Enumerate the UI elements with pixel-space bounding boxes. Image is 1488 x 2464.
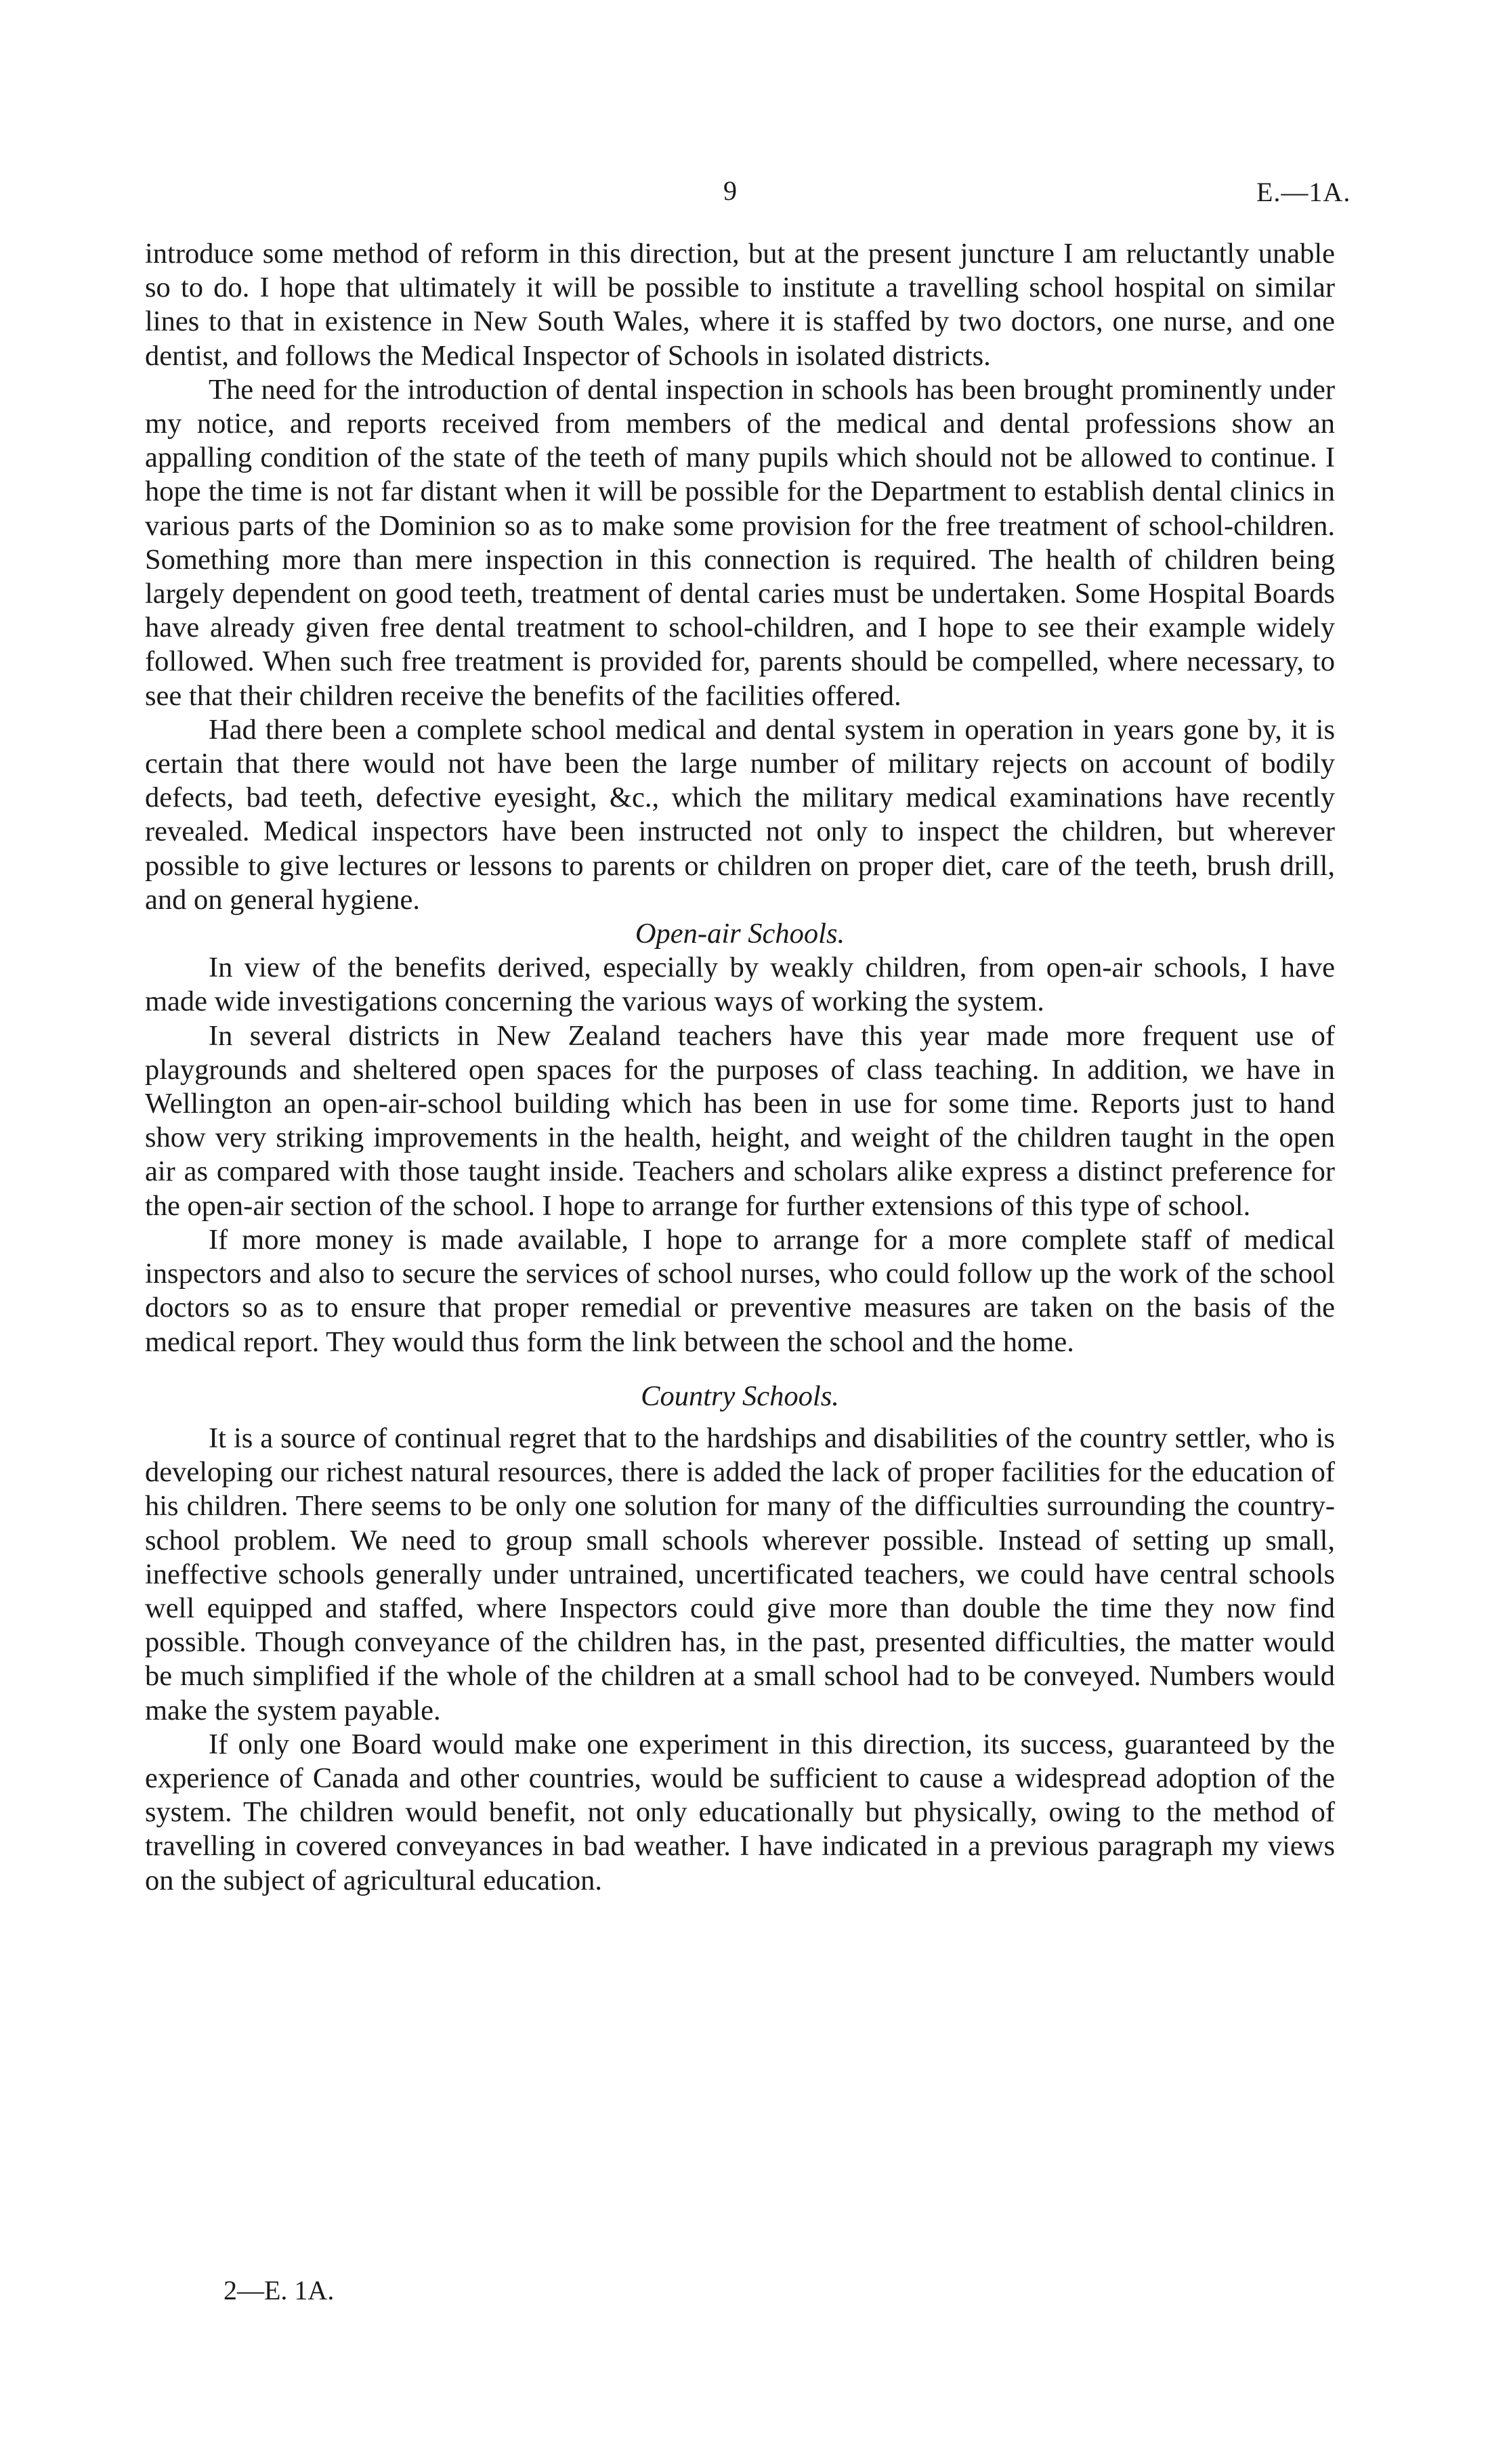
paragraph-open-air-benefits: In view of the benefits derived, especially by weakly children, from open-air schools, I have made wide investigations concerning the various ways of working the system. (145, 952, 1335, 1018)
paragraph-medical-system: Had there been a complete school medical and dental system in operation in years gone by, it is certain that there would not have been the large number of military rejects on account of bodily defects, bad teeth, defective eyesight, &c., which the military medical examinations have recently revealed. Medical inspectors have been instructed not only to inspect the children, but wherever possible to give lectures or lessons to parents or children on proper diet, care of the teeth, brush drill, and on general hygiene. (145, 713, 1335, 916)
paragraph-open-air-districts: In several districts in New Zealand teachers have this year made more frequent use of playgrounds and sheltered open spaces for the purposes of class teaching. In addition, we have in Wellington an open-air-school building which has been in use for some time. Reports just to hand show very striking improvements in the health, height, and weight of the children taught in the open air as compared with those taught inside. Teachers and scholars alike express a distinct preference for the open-air section of the school. I hope to arrange for further extensions of this type of school. (145, 1019, 1335, 1222)
paragraph-dental-inspection: The need for the introduction of dental inspection in schools has been brought prominently under my notice, and reports received from members of the medical and dental professions show an appalling condition of the state of the teeth of many pupils which should not be allowed to continue. I hope the time is not far distant when it will be possible for the Department to establish dental clinics in various parts of the Dominion so as to make some provision for the free treatment of school-children. Something more than mere inspection in this connection is required. The health of children being largely dependent on good teeth, treatment of dental caries must be undertaken. Some Hospital Boards have already given free dental treatment to school-children, and I hope to see their example widely followed. When such free treatment is provided for, parents should be compelled, where necessary, to see that their children receive the benefits of the facilities offered. (145, 373, 1335, 712)
heading-open-air-schools: Open-air Schools. (635, 918, 845, 950)
page-number: 9 (723, 175, 737, 206)
footer-signature: 2—E. 1A. (224, 2275, 335, 2306)
document-body (145, 237, 1335, 1898)
heading-country-schools: Country Schools. (641, 1380, 839, 1412)
document-reference: E.—1A. (1256, 177, 1351, 207)
paragraph-country-regret: It is a source of continual regret that to the hardships and disabilities of the country settler, who is developing our richest natural resources, there is added the lack of proper facilities for the education of his children. There seems to be only one solution for many of the difficulties surrounding the country-school problem. We need to group small schools wherever possible. Instead of setting up small, ineffective schools generally under untrained, uncertificated teachers, we could have central schools well equipped and staffed, where Inspectors could give more than double the time they now find possible. Though conveyance of the children has, in the past, presented difficulties, the matter would be much simplified if the whole of the children at a small school had to be conveyed. Numbers would make the system payable. (145, 1422, 1335, 1726)
paragraph-country-experiment: If only one Board would make one experiment in this direction, its success, guaranteed by the experience of Canada and other countries, would be sufficient to cause a widespread adoption of the system. The children would benefit, not only educationally but physically, owing to the method of travelling in covered conveyances in bad weather. I have indicated in a previous paragraph my views on the subject of agricultural education. (145, 1728, 1335, 1896)
paragraph-continuation: introduce some method of reform in this direction, but at the present juncture I am reluctantly unable so to do. I hope that ultimately it will be possible to institute a travelling school hospital on similar lines to that in existence in New South Wales, where it is staffed by two doctors, one nurse, and one dentist, and follows the Medical Inspector of Schools in isolated districts. (145, 238, 1335, 372)
paragraph-open-air-staff: If more money is made available, I hope to arrange for a more complete staff of medical inspectors and also to secure the services of school nurses, who could follow up the work of the school doctors so as to ensure that proper remedial or preventive measures are taken on the basis of the medical report. They would thus form the link between the school and the home. (145, 1223, 1335, 1358)
